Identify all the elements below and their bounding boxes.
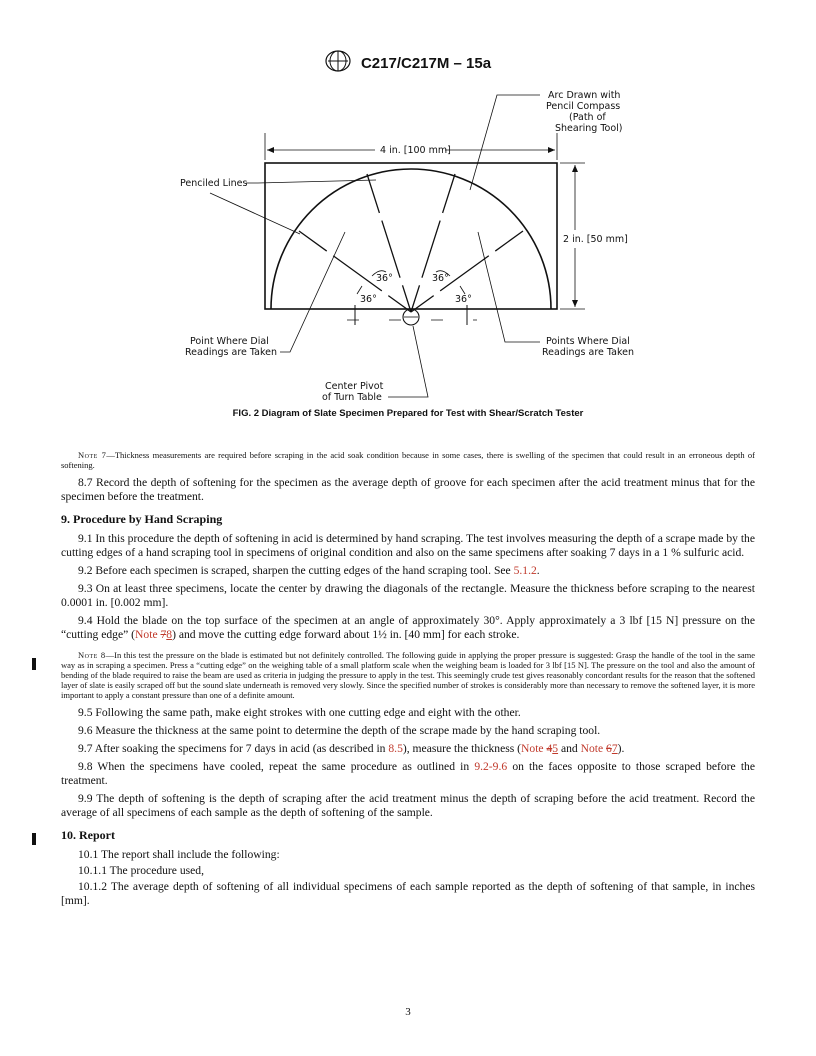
paragraph-9-5: 9.5 Following the same path, make eight strokes with one cutting edge and eight with the other. <box>78 706 521 719</box>
pivot-label-line1: Center Pivot <box>325 381 384 392</box>
paragraph-9-8: 9.8 When the specimens have cooled, repeat the same procedure as outlined in 9.2-9.6 on the faces opposite to those scraped before the treatment. <box>61 760 755 787</box>
paragraph-9-9: 9.9 The depth of softening is the depth of scraping after the acid treatment minus the depth of scraping before the acid treatment. Record the average of all specimens of each sample as the depth of softening of the sample. <box>61 792 755 819</box>
note-reference-link[interactable]: Note 45 <box>521 742 559 755</box>
paragraph-9-3: 9.3 On at least three specimens, locate the center by drawing the diagonals of the rectangle. Measure the thickness before scraping to the nearest 0.0001 in. [0.002 mm]. <box>61 582 755 609</box>
width-dimension-label: 4 in. [100 mm] <box>380 145 451 156</box>
paragraph-10-1: 10.1 The report shall include the following: <box>78 848 280 861</box>
note-label: Note 8 <box>78 650 106 660</box>
note-reference-link[interactable]: Note 67 <box>580 742 618 755</box>
paragraph-8-7: 8.7 Record the depth of softening for the specimen as the average depth of groove for each specimen after the acid treatment minus that for the specimen before the treatment. <box>61 476 755 503</box>
angle-label-lower-right: 36° <box>455 294 472 305</box>
paragraph-10-1-2: 10.1.2 The average depth of softening of all individual specimens of each sample reported as the depth of softening of that sample, in inches [mm]. <box>61 880 755 907</box>
note-7 <box>61 450 755 470</box>
astm-logo-icon <box>325 50 351 77</box>
paragraph-9-4: 9.4 Hold the blade on the top surface of the specimen at an angle of approximately 30°. Apply approximately a 3 lbf [15 N] pressure on the “cutting edge” (Note 78) and move the cutting edge forward about 1½ in. [40 mm] for each stroke. <box>61 614 755 641</box>
paragraph-9-7: 9.7 After soaking the specimens for 7 days in acid (as described in 8.5), measure the thickness (Note 45 and Note 67). <box>78 742 625 755</box>
angle-label-upper-right: 36° <box>432 273 449 284</box>
paragraph-9-1: 9.1 In this procedure the depth of softening in acid is determined by hand scraping. The test involves measuring the depth of a scrape made by the cutting edges of a hand scraping tool in specimens of original condition and also on the same specimens after soaking 7 days in a 1 % sulfuric acid. <box>61 532 755 559</box>
arc-label-line2: Pencil Compass <box>546 101 621 112</box>
specimen-rectangle <box>265 163 557 309</box>
section-9-heading: 9. Procedure by Hand Scraping <box>61 512 223 526</box>
reference-link[interactable]: 8.5 <box>388 742 403 755</box>
figure-caption: FIG. 2 Diagram of Slate Specimen Prepared for Test with Shear/Scratch Tester <box>232 408 584 419</box>
penciled-lines-label: Penciled Lines <box>180 178 248 189</box>
paragraph-9-6: 9.6 Measure the thickness at the same point to determine the depth of the scrape made by the hand scraping tool. <box>78 724 601 737</box>
reference-link[interactable]: 5.1.2 <box>513 564 537 577</box>
document-designation: C217/C217M – 15a <box>360 55 492 72</box>
section-10-heading: 10. Report <box>61 828 115 842</box>
page-header <box>0 50 816 77</box>
angle-label-upper-left: 36° <box>376 273 393 284</box>
paragraph-9-2: 9.2 Before each specimen is scraped, sharpen the cutting edges of the hand scraping tool. See 5.1.2. <box>78 564 540 577</box>
change-bar <box>32 658 36 670</box>
arc-label-line3: (Path of <box>569 112 606 123</box>
note-text: —In this test the pressure on the blade is estimated but not definitely controlled. The following guide in applying the proper pressure is suggested: Grasp the handle of the tool in the same way as in scraping a specimen. Press a “cutting edge” on the weighing table of a small platform scale when the weighing beam is loaded for 3 lbf [15 N]. The pressure on the tool and also the amount of bending of the blade required to raise the beam are used as criteria in judging the pressure to apply in the test. This seemingly crude test gives reasonably concordant results for the reason that the softened layer of slate is easily scraped off but the sound slate underneath is removed very slowly. Since the specified number of strokes is considerably more than necessary to remove the softened layer, it is more important to apply a constant pressure than one of a definite amount. <box>61 650 755 700</box>
angle-label-lower-left: 36° <box>360 294 377 305</box>
dial-right-line1: Points Where Dial <box>546 336 630 347</box>
reference-link[interactable]: 9.2-9.6 <box>474 760 508 773</box>
note-8 <box>61 650 755 700</box>
arc-label-line1: Arc Drawn with <box>548 90 621 101</box>
height-dimension-label: 2 in. [50 mm] <box>563 234 628 245</box>
note-label: Note 7 <box>78 450 107 460</box>
note-reference-link[interactable]: Note 78 <box>135 628 173 641</box>
compass-arc <box>271 169 551 309</box>
paragraph-10-1-1: 10.1.1 The procedure used, <box>78 864 204 877</box>
dial-left-line1: Point Where Dial <box>190 336 269 347</box>
note-text: —Thickness measurements are required before scraping in the acid soak condition because in some cases, there is swelling of the specimen that could result in an erroneous depth of softening. <box>61 450 755 470</box>
pivot-label-line2: of Turn Table <box>322 392 382 403</box>
figure-2-diagram <box>0 80 816 410</box>
document-body <box>61 450 755 910</box>
arc-label-line4: Shearing Tool) <box>555 123 623 134</box>
page-number: 3 <box>405 1006 411 1018</box>
change-bar <box>32 833 36 845</box>
dial-right-line2: Readings are Taken <box>542 347 634 358</box>
dial-left-line2: Readings are Taken <box>185 347 277 358</box>
